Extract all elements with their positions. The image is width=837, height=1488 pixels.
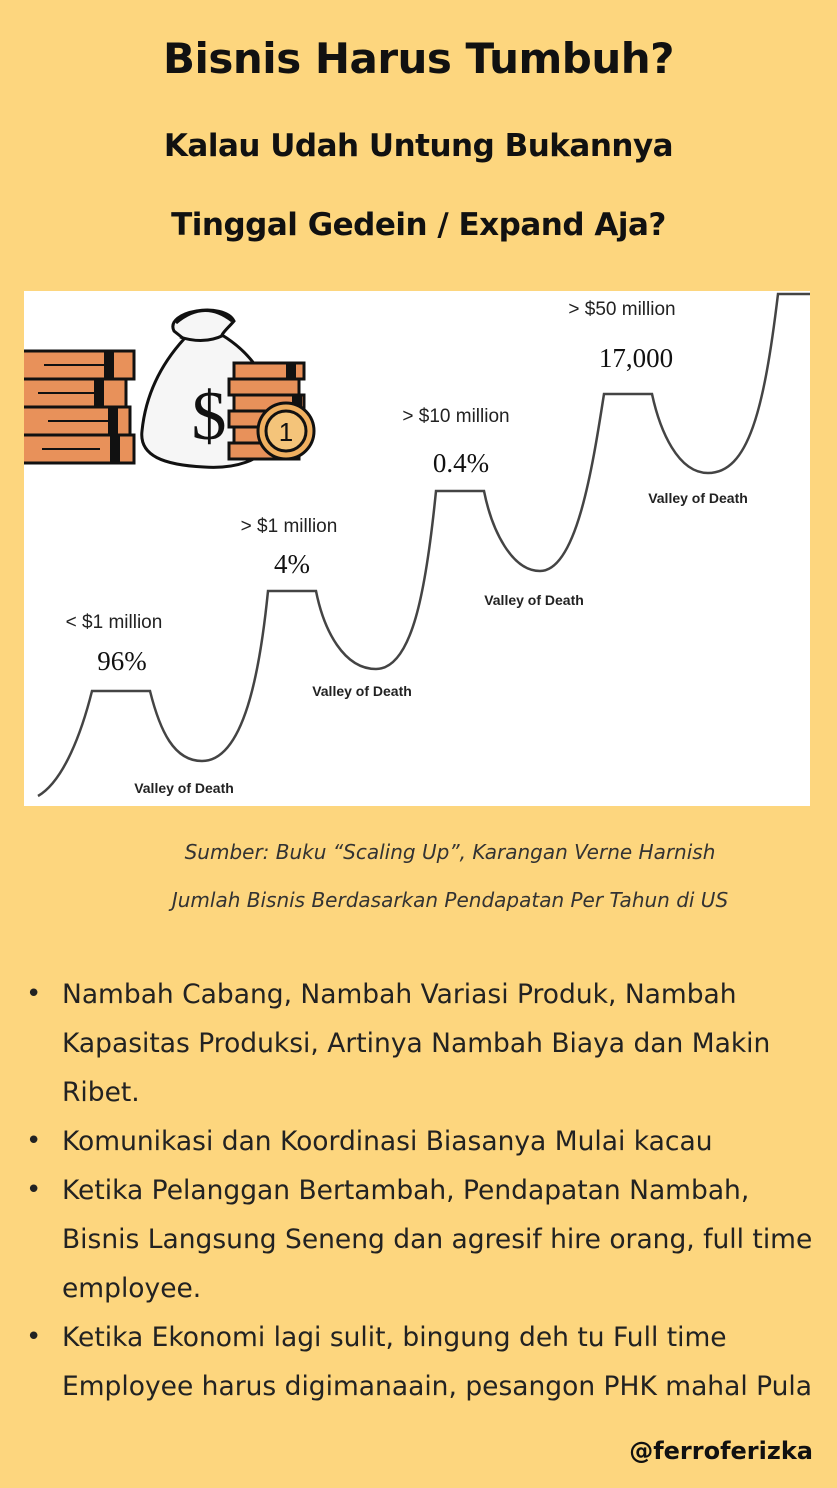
page-subtitle-line1: Kalau Udah Untung Bukannya [163, 128, 674, 164]
valley-of-death-label: Valley of Death [484, 592, 584, 608]
stage-range-label: < $1 million [65, 612, 163, 633]
stage-value-label: 96% [97, 646, 147, 676]
growth-chart [24, 291, 810, 806]
growth-chart-svg [24, 291, 810, 806]
money-bag-and-coins-icon [24, 310, 314, 467]
author-handle: @ferroferizka [629, 1437, 813, 1465]
bullet-item: • Ketika Ekonomi lagi sulit, bingung deh tu Full time Employee harus digimanaain, pesangon PHK mahal Pula [24, 1313, 824, 1411]
svg-text:$: $ [191, 378, 227, 455]
stage-range-label: > $1 million [240, 516, 338, 537]
page-subtitle-line2: Tinggal Gedein / Expand Aja? [171, 207, 666, 243]
stage-value-label: 4% [274, 549, 310, 579]
bullet-item: • Komunikasi dan Koordinasi Biasanya Mulai kacau [24, 1117, 824, 1166]
growth-curve [38, 294, 810, 796]
coin-label: 1 [278, 417, 294, 447]
bullet-list [24, 970, 824, 1411]
bullet-item: • Nambah Cabang, Nambah Variasi Produk, Nambah Kapasitas Produksi, Artinya Nambah Biaya dan Makin Ribet. [24, 970, 824, 1117]
stage-value-label: 17,000 [598, 343, 674, 373]
source-description: Jumlah Bisnis Berdasarkan Pendapatan Per Tahun di US [171, 888, 729, 912]
stage-value-label: 0.4% [432, 448, 490, 478]
source-citation: Sumber: Buku “Scaling Up”, Karangan Verne Harnish [184, 840, 716, 864]
valley-of-death-label: Valley of Death [134, 780, 234, 796]
bullet-item: • Ketika Pelanggan Bertambah, Pendapatan Nambah, Bisnis Langsung Seneng dan agresif hire orang, full time employee. [24, 1166, 824, 1313]
stage-range-label: > $50 million [568, 299, 676, 320]
valley-of-death-label: Valley of Death [312, 683, 412, 699]
valley-of-death-label: Valley of Death [648, 490, 748, 506]
page-title: Bisnis Harus Tumbuh? [163, 34, 674, 83]
stage-range-label: > $10 million [402, 406, 510, 427]
